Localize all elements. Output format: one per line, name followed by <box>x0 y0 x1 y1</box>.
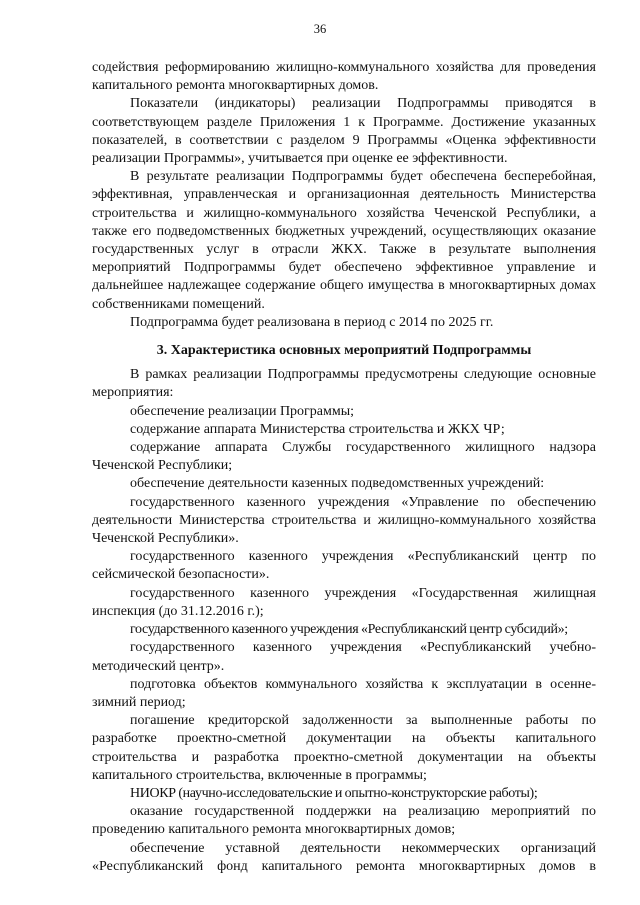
paragraph-continuation: содействия реформированию жилищно-коммунального хозяйства для проведения капитального ремонта многоквартирных домов. <box>92 60 596 94</box>
list-item: НИОКР (научно-исследовательские и опытно-конструкторские работы); <box>130 785 538 801</box>
paragraph-indicators: Показатели (индикаторы) реализации Подпрограммы приводятся в соответствующем разделе Приложения 1 к Программе. Достижение указанных показателей, в соответствии с разделом 9 Программы «Оценка эффективности реализации Программы», учитывается при оценке ее эффективности. <box>92 96 596 167</box>
list-item: государственного казенного учреждения «Республиканский центр субсидий»; <box>130 622 568 638</box>
section-heading: 3. Характеристика основных мероприятий Подпрограммы <box>156 343 532 359</box>
list-item: подготовка объектов коммунального хозяйства к эксплуатации в осенне-зимний период; <box>92 676 596 710</box>
list-item: содержание аппарата Министерства строительства и ЖКХ ЧР; <box>130 421 505 437</box>
paragraph-results: В результате реализации Подпрограммы будет обеспечена бесперебойная, эффективная, управленческая и организационная деятельность Министерства строительства и жилищно-коммунального хозяйства Чеченской Республики, а также его подведомственных бюджетных учреждений, осуществляющих оказание государственных услуг в отрасли ЖКХ. Также в результате выполнения мероприятий Подпрограммы будет обеспечено эффективное управление и дальнейшее надлежащее содержание общего имущества в многоквартирных домах собственниками помещений. <box>92 169 596 312</box>
paragraph-period: Подпрограмма будет реализована в период с 2014 по 2025 гг. <box>130 314 494 330</box>
list-item: государственного казенного учреждения «Государственная жилищная инспекция (до 31.12.2016 г.); <box>92 585 596 619</box>
list-item: обеспечение реализации Программы; <box>130 403 355 419</box>
list-item: содержание аппарата Службы государственного жилищного надзора Чеченской Республики; <box>92 440 596 474</box>
list-item: государственного казенного учреждения «Республиканский учебно-методический центр». <box>92 640 596 674</box>
list-item: государственного казенного учреждения «Республиканский центр по сейсмической безопасности». <box>92 549 596 583</box>
document-body <box>92 59 596 876</box>
list-item: обеспечение уставной деятельности некоммерческих организаций «Республиканский фонд капитального ремонта многоквартирных домов в <box>92 840 596 874</box>
list-item: обеспечение деятельности казенных подведомственных учреждений: <box>130 476 545 492</box>
page-number: 36 <box>313 22 327 36</box>
list-item: государственного казенного учреждения «Управление по обеспечению деятельности Министерства строительства и жилищно-коммунального хозяйства Чеченской Республики». <box>92 494 596 547</box>
list-item: погашение кредиторской задолженности за выполненные работы по разработке проектно-сметной документации на объекты капитального строительства и разработка проектно-сметной документации на объекты капитального строительства, включенные в программы; <box>92 713 596 783</box>
list-item: оказание государственной поддержки на реализацию мероприятий по проведению капитального ремонта многоквартирных домов; <box>92 804 596 838</box>
paragraph-intro: В рамках реализации Подпрограммы предусмотрены следующие основные мероприятия: <box>92 367 596 401</box>
